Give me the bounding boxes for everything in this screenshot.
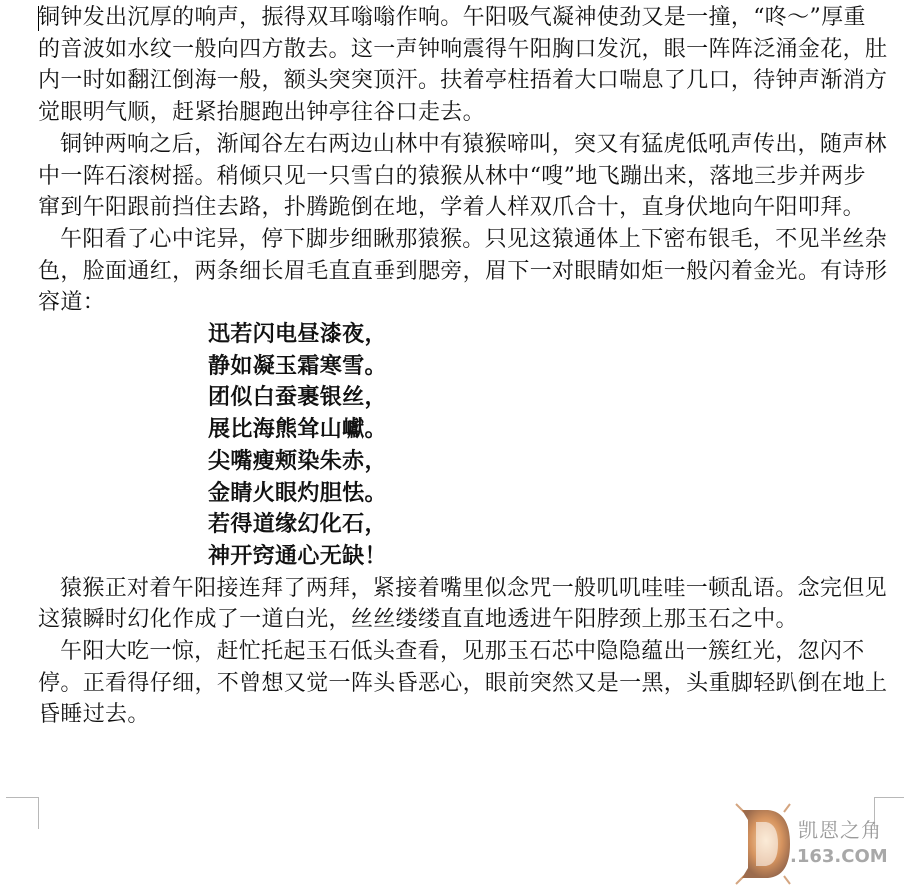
paragraph-4: 猿猴正对着午阳接连拜了两拜，紧接着嘴里似念咒一般叽叽哇哇一顿乱语。念完但见这猿瞬时幻化作成了一道白光，丝丝缕缕直直地透进午阳脖颈上那玉石之中。 xyxy=(38,575,887,633)
poem-line-7: 若得道缘幻化石， xyxy=(208,511,387,538)
diablo-d-logo-icon xyxy=(728,796,798,891)
poem-line-4: 展比海熊耸山巘。 xyxy=(208,416,387,443)
watermark-site-name: 凯恩之角 xyxy=(798,818,882,842)
paragraph-1: 铜钟发出沉厚的响声，振得双耳嗡嗡作响。午阳吸气凝神使劲又是一撞，“咚～”厚重的音波如水纹一般向四方散去。这一声钟响震得午阳胸口发沉，眼一阵阵泛涌金花，肚内一时如翻江倒海一般，额头突突顶汗。扶着亭柱捂着大口喘息了几口，待钟声渐消方觉眼明气顺，赶紧抬腿跑出钟亭往谷口走去。 xyxy=(38,5,888,126)
poem-line-5: 尖嘴瘦颊染朱赤， xyxy=(208,447,387,474)
document-body[interactable] xyxy=(38,2,888,731)
poem-line-1: 迅若闪电昼漆夜， xyxy=(208,321,387,348)
paragraph-3: 午阳看了心中诧异，停下脚步细瞅那猿猴。只见这猿通体上下密布银毛，不见半丝杂色，脸面通红，两条细长眉毛直直垂到腮旁，眉下一对眼睛如炬一般闪着金光。有诗形容道： xyxy=(38,226,888,316)
poem-line-3: 团似白蚕裹银丝， xyxy=(208,384,387,411)
poem-line-2: 静如凝玉霜寒雪。 xyxy=(208,352,387,379)
watermark-domain: .163.COM xyxy=(790,846,888,867)
poem-line-6: 金睛火眼灼胆怯。 xyxy=(208,479,387,506)
paragraph-2: 铜钟两响之后，渐闻谷左右两边山林中有猿猴啼叫，突又有猛虎低吼声传出，随声林中一阵石滚树摇。稍倾只见一只雪白的猿猴从林中“嗖”地飞蹦出来，落地三步并两步窜到午阳跟前挡住去路，扑腾跪倒在地，学着人样双爪合十，直身伏地向午阳叩拜。 xyxy=(38,131,887,221)
poem-block xyxy=(38,319,888,573)
poem-line-8: 神开窍通心无缺！ xyxy=(208,542,387,569)
paragraph-5: 午阳大吃一惊，赶忙托起玉石低头查看，见那玉石芯中隐隐蕴出一簇红光，忽闪不停。正看得仔细，不曾想又觉一阵头昏恶心，眼前突然又是一黑，头重脚轻趴倒在地上昏睡过去。 xyxy=(38,639,888,728)
site-watermark xyxy=(728,796,923,891)
